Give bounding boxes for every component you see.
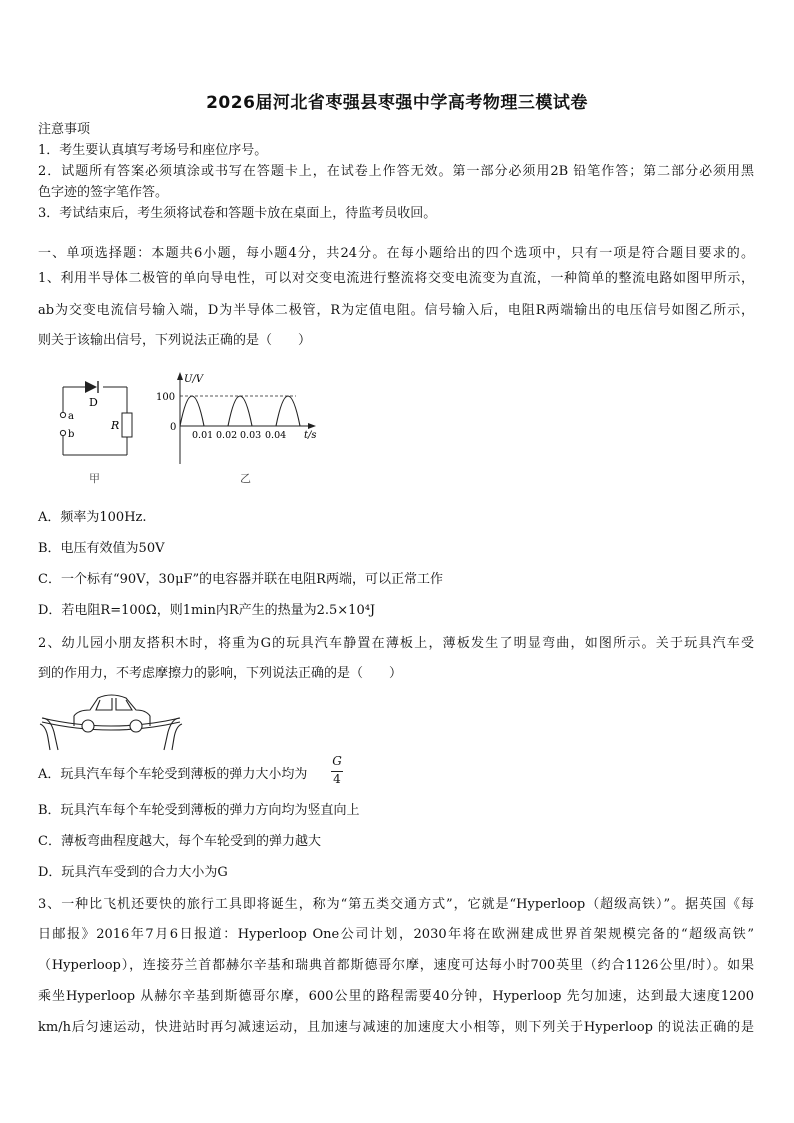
waveform-half-2 (228, 396, 252, 426)
option-c: C．一个标有“90V，30μF”的电容器并联在电阻R两端，可以正常工作 (38, 572, 443, 587)
terminal-b-icon (60, 430, 65, 435)
section-heading: 一、单项选择题：本题共6小题，每小题4分，共24分。在每小题给出的四个选项中，只有一项是符合题目要求的。 (38, 246, 754, 261)
question-1-text: ab为交变电流信号输入端，D为半导体二极管，R为定值电阻。信号输入后，电阻R两端输出的电压信号如图乙所示， (38, 303, 754, 318)
wheel-icon (130, 720, 142, 732)
option-a: A．频率为100Hz. (38, 510, 147, 525)
waveform-half-3 (276, 396, 300, 426)
figure-caption-jia: 甲 (89, 472, 100, 485)
toy-car-on-plank-figure (36, 688, 186, 754)
option-a: A．玩具汽车每个车轮受到薄板的弹力大小均为 (38, 767, 308, 782)
notice-heading: 注意事项 (38, 122, 91, 137)
diode-label: D (89, 396, 98, 409)
waveform-half-1 (180, 396, 204, 426)
x-tick-label: 0.04 (265, 430, 287, 441)
wheel-icon (82, 720, 94, 732)
figure-caption-yi: 乙 (240, 472, 251, 485)
x-axis-label: t/s (304, 430, 317, 441)
terminal-a-icon (60, 412, 65, 417)
question-3-text: （Hyperloop），连接芬兰首都赫尔辛基和瑞典首都斯德哥尔摩，速度可达每小时700英里（约合1126公里/时）。如果 (38, 958, 754, 973)
y-tick-100: 100 (156, 392, 176, 403)
circuit-diagram-jia (55, 375, 145, 487)
y-axis-arrow-icon (177, 372, 183, 380)
x-tick-label: 0.01 (192, 430, 214, 441)
voltage-graph-yi (150, 368, 330, 490)
option-b: B．电压有效值为50V (38, 541, 165, 556)
notice-item: 1．考生要认真填写考场号和座位序号。 (38, 143, 268, 158)
question-2-text: 2、幼儿园小朋友搭积木时，将重为G的玩具汽车静置在薄板上，薄板发生了明显弯曲，如图所示。关于玩具汽车受 (38, 636, 754, 651)
question-1-text: 则关于该输出信号，下列说法正确的是（ ） (38, 333, 312, 348)
question-3-text: 日邮报》2016年7月6日报道：Hyperloop One公司计划，2030年将在欧洲建成世界首架规模完备的“超级高铁” (38, 927, 754, 942)
page-title: 2026届河北省枣强县枣强中学高考物理三模试卷 (206, 93, 588, 113)
x-tick-label: 0.03 (240, 430, 262, 441)
terminal-a-label: a (68, 411, 74, 422)
notice-item: 色字迹的签字笔作答。 (38, 185, 169, 200)
option-c: C．薄板弯曲程度越大，每个车轮受到的弹力越大 (38, 834, 321, 849)
option-d: D．若电阻R=100Ω，则1min内R产生的热量为2.5×10⁴J (38, 603, 376, 618)
x-axis-arrow-icon (308, 423, 316, 429)
option-b: B．玩具汽车每个车轮受到薄板的弹力方向均为竖直向上 (38, 803, 360, 818)
diode-icon (85, 381, 97, 393)
x-tick-label: 0.02 (216, 430, 238, 441)
notice-item: 2．试题所有答案必须填涂或书写在答题卡上，在试卷上作答无效。第一部分必须用2B 铅笔作答；第二部分必须用黑 (38, 164, 754, 179)
y-axis-label: U/V (184, 374, 204, 385)
question-3-text: 乘坐Hyperloop 从赫尔辛基到斯德哥尔摩，600公里的路程需要40分钟，Hyperloop 先匀加速，达到最大速度1200 (38, 989, 754, 1004)
resistor-label: R (111, 419, 120, 432)
question-3-text: km/h后匀速运动，快进站时再匀减速运动，且加速与减速的加速度大小相等，则下列关于Hyperloop 的说法正确的是 (38, 1020, 754, 1035)
fraction-numerator: G (332, 754, 342, 768)
question-3-text: 3、一种比飞机还要快的旅行工具即将诞生，称为“第五类交通方式”，它就是“Hyperloop（超级高铁）”。据英国《每 (38, 897, 754, 912)
fraction-denominator: 4 (333, 772, 341, 786)
option-d: D．玩具汽车受到的合力大小为G (38, 865, 228, 880)
notice-item: 3．考试结束后，考生须将试卷和答题卡放在桌面上，待监考员收回。 (38, 206, 437, 221)
question-1-text: 1、利用半导体二极管的单向导电性，可以对交变电流进行整流将交变电流变为直流，一种简单的整流电路如图甲所示， (38, 271, 754, 286)
origin-label: 0 (170, 422, 177, 433)
terminal-b-label: b (68, 429, 75, 440)
question-2-text: 到的作用力，不考虑摩擦力的影响，下列说法正确的是（ ） (38, 666, 403, 681)
